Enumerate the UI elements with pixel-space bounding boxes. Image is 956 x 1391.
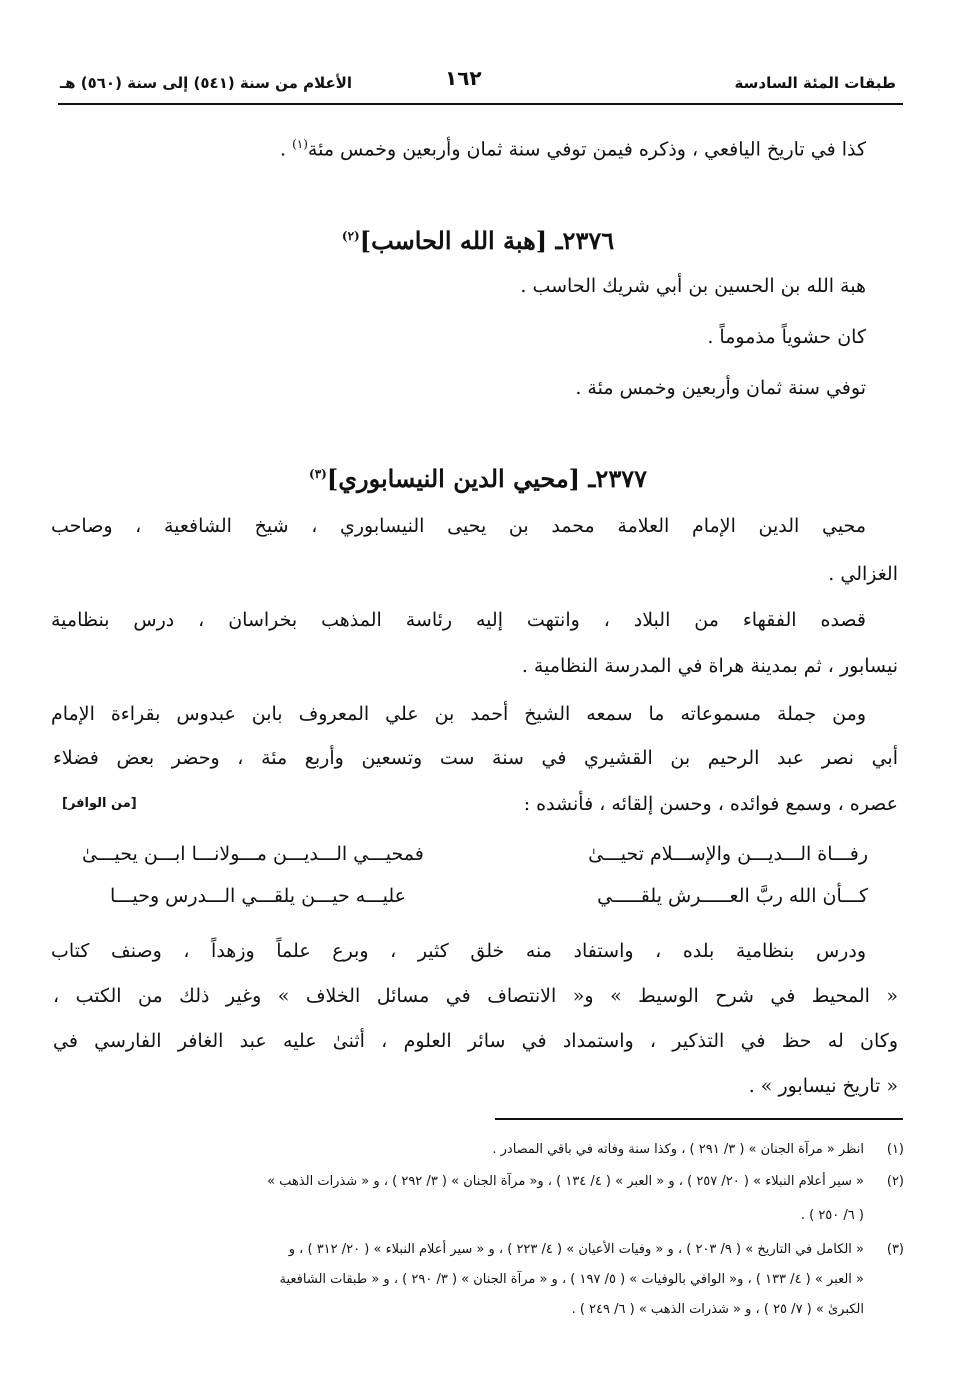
body-line: كذا في تاريخ اليافعي ، وذكره فيمن توفي سنة ثمان وأربعين وخمس مئة$^{(١)}$ . xyxy=(280,137,866,161)
body-line: هبة الله بن الحسين بن أبي شريك الحاسب . xyxy=(520,275,866,297)
body-line: « المحيط في شرح الوسيط » و« الانتصاف في مسائل الخلاف » وغير ذلك من الكتب ، xyxy=(53,985,898,1007)
entry-heading: ٢٣٧٧ـ [محيي الدين النيسابوري]$^{(٣)}$ xyxy=(309,464,647,493)
running-header-years: الأعلام من سنة (٥٤١) إلى سنة (٥٦٠) هـ xyxy=(60,74,353,92)
footnote-number: (١) xyxy=(886,1142,904,1157)
footnote-ref: (١) xyxy=(292,137,308,151)
footnote-continuation: « العبر » ( ٤/ ١٣٣ ) ، و« الوافي بالوفيات » ( ٥/ ١٩٧ ) ، و « مرآة الجنان » ( ٣/ ٢٩٠ ) ، و « طبقات الشافعية xyxy=(279,1272,864,1287)
footnote-number: (٣) xyxy=(886,1242,904,1257)
footnote: (١)انظر « مرآة الجنان » ( ٣/ ٢٩١ ) ، وكذا سنة وفاته في باقي المصادر . xyxy=(54,1138,904,1162)
verse-hemistich: كـــأن الله ربَّ العـــــرش يلقـــــي xyxy=(597,885,868,907)
body-line: نيسابور ، ثم بمدينة هراة في المدرسة النظامية . xyxy=(521,655,898,677)
running-header-section: طبقات المئة السادسة xyxy=(734,74,896,92)
body-line: وكان له حظ في التذكير ، واستمداد في سائر العلوم ، أثنىٰ عليه عبد الغافر الفارسي في xyxy=(53,1030,898,1052)
body-line: « تاريخ نيسابور » . xyxy=(748,1075,898,1097)
footnote-rule xyxy=(495,1118,903,1120)
body-line: كان حشوياً مذموماً . xyxy=(707,326,866,348)
entry-heading: ٢٣٧٦ـ [هبة الله الحاسب]$^{(٢)}$ xyxy=(341,226,615,255)
body-line: توفي سنة ثمان وأربعين وخمس مئة . xyxy=(575,377,866,399)
footnote: (٢)« سير أعلام النبلاء » ( ٢٠/ ٢٥٧ ) ، و « العبر » ( ٤/ ١٣٤ ) ، و« مرآة الجنان » ( ٣/ ٢٩٢ ) ، و « شذرات الذهب » xyxy=(54,1170,904,1194)
body-line: محيي الدين الإمام العلامة محمد بن يحيى النيسابوري ، شيخ الشافعية ، وصاحب xyxy=(51,515,866,537)
body-line: قصده الفقهاء من البلاد ، وانتهت إليه رئاسة المذهب بخراسان ، درس بنظامية xyxy=(51,609,866,631)
verse-hemistich: فمحيـــي الـــديـــن مـــولانـــا ابـــن يحيـــىٰ xyxy=(82,843,424,865)
footnote: (٣)« الكامل في التاريخ » ( ٩/ ٢٠٣ ) ، و « وفيات الأعيان » ( ٤/ ٢٢٣ ) ، و « سير أعلام النبلاء » ( ٢٠/ ٣١٢ ) ، و xyxy=(54,1238,904,1262)
verse-hemistich: عليـــه حيـــن يلقـــي الـــدرس وحيـــا xyxy=(110,885,407,907)
meter-label: [من الوافر] xyxy=(62,796,137,811)
footnote-ref: (٣) xyxy=(309,467,327,481)
verse-hemistich: رفـــاة الـــديـــن والإســـلام تحيـــىٰ xyxy=(588,843,868,865)
footnote-continuation: الكبرىٰ » ( ٧/ ٢٥ ) ، و « شذرات الذهب » ( ٦/ ٢٤٩ ) . xyxy=(571,1302,864,1317)
footnote-continuation: ( ٦/ ٢٥٠ ) . xyxy=(800,1208,864,1223)
body-line: ودرس بنظامية بلده ، واستفاد منه خلق كثير ، وبرع علماً وزهداً ، وصنف كتاب xyxy=(51,940,866,962)
header-rule xyxy=(58,103,903,105)
body-line: ومن جملة مسموعاته ما سمعه الشيخ أحمد بن علي المعروف بابن عبدوس بقراءة الإمام xyxy=(51,703,866,725)
body-line: أبي نصر عبد الرحيم بن القشيري في سنة ست وتسعين وأربع مئة ، وحضر بعض فضلاء xyxy=(53,747,898,769)
body-line: الغزالي . xyxy=(828,563,898,585)
footnote-number: (٢) xyxy=(886,1174,904,1189)
body-line: عصره ، وسمع فوائده ، وحسن إلقائه ، فأنشده : xyxy=(523,793,898,815)
footnote-ref: (٢) xyxy=(341,229,360,243)
page-number: ١٦٢ xyxy=(445,66,482,90)
